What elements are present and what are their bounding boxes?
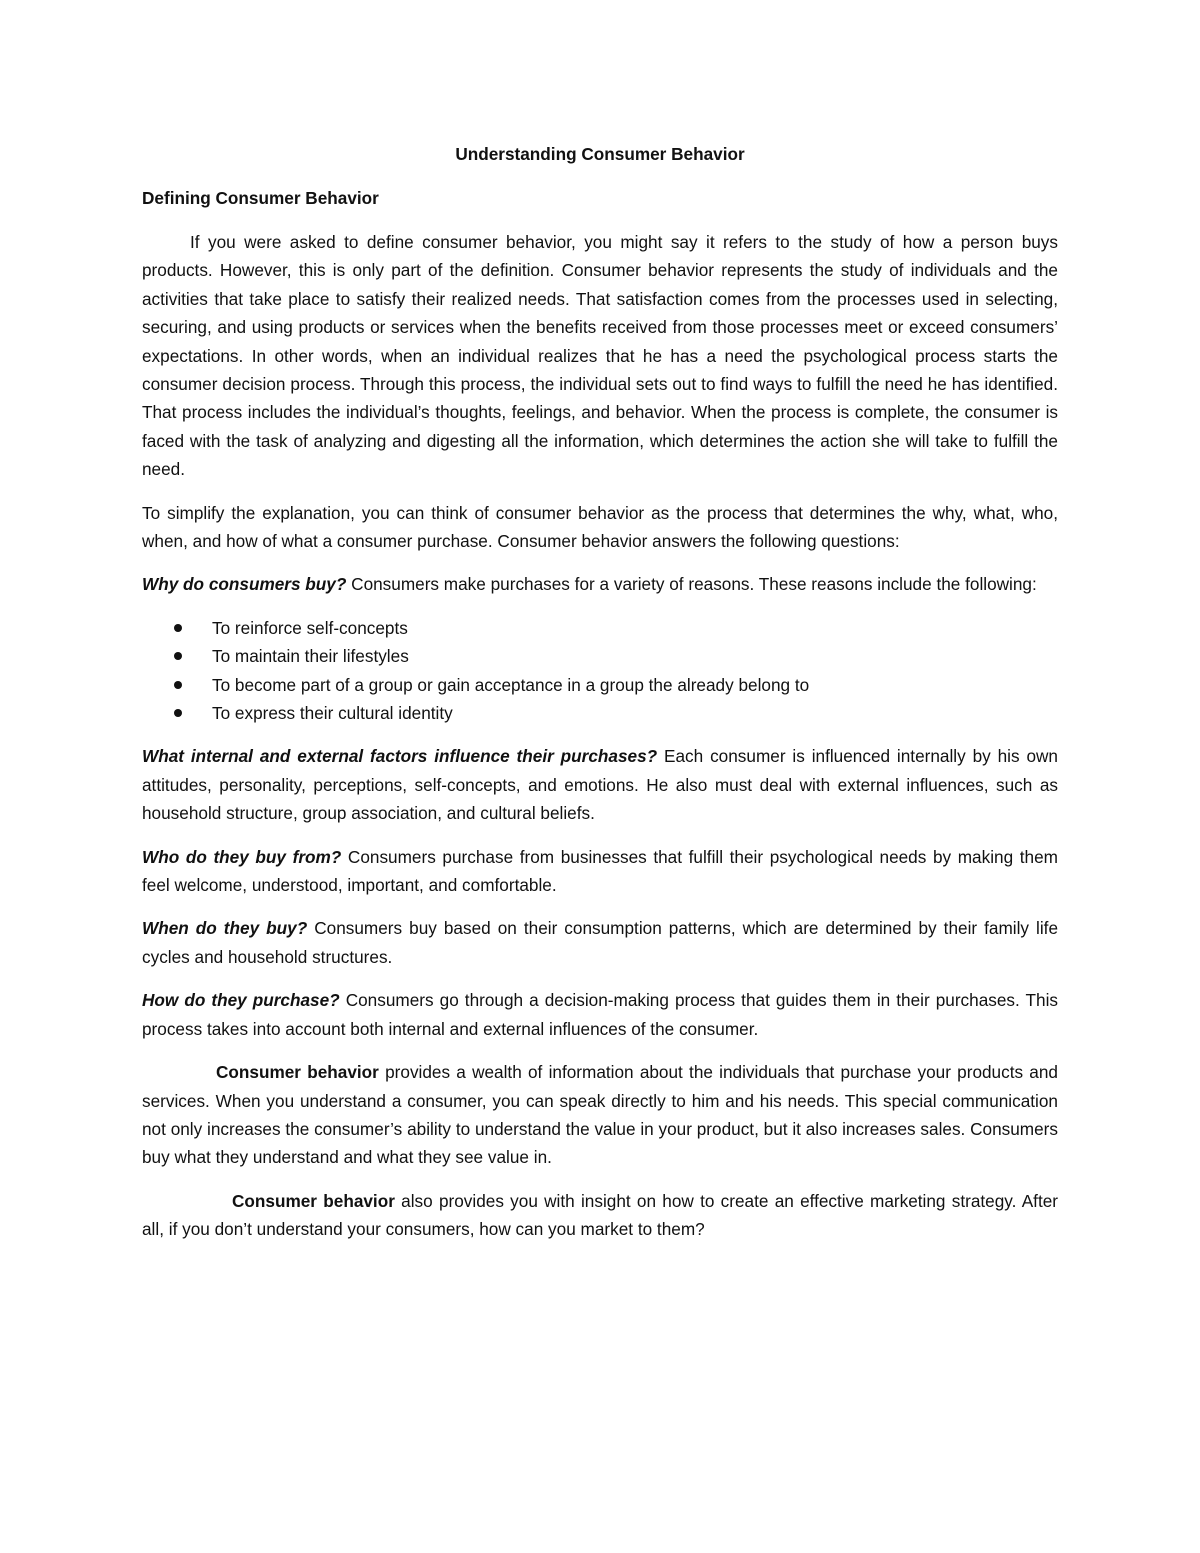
closing-2-text: also provides you with insight on how to create an effective marketing strategy. After all, if you don’t understand your consumers, how can you market to them? bbox=[142, 1190, 1058, 1240]
question-who-paragraph bbox=[142, 843, 1058, 900]
list-item-text: To reinforce self-concepts bbox=[212, 617, 408, 638]
closing-paragraph-2 bbox=[142, 1187, 1058, 1244]
list-item-text: To become part of a group or gain acceptance in a group the already belong to bbox=[212, 674, 810, 695]
bullet-icon bbox=[174, 681, 182, 689]
question-when-paragraph bbox=[142, 914, 1058, 971]
question-why-paragraph bbox=[142, 570, 1058, 598]
closing-2-lead: Consumer behavior bbox=[232, 1190, 395, 1211]
bullet-icon bbox=[174, 624, 182, 632]
list-item bbox=[142, 699, 1058, 727]
question-why-label: Why do consumers buy? bbox=[142, 574, 347, 595]
closing-1-text: provides a wealth of information about the individuals that purchase your products and services. When you understand a consumer, you can speak directly to him and his needs. This special communication not only increases the consumer’s ability to understand the value in your product, but it also increases sales. Consumers buy what they understand and what they see value in. bbox=[142, 1062, 1058, 1168]
section-heading: Defining Consumer Behavior bbox=[142, 188, 379, 208]
question-when-label: When do they buy? bbox=[142, 918, 308, 939]
closing-paragraph-1 bbox=[142, 1058, 1058, 1172]
question-how-label: How do they purchase? bbox=[142, 990, 340, 1011]
question-factors-paragraph bbox=[142, 742, 1058, 827]
bullet-icon bbox=[174, 652, 182, 660]
list-item bbox=[142, 642, 1058, 670]
simplify-paragraph: To simplify the explanation, you can think of consumer behavior as the process that determines the why, what, who, when, and how of what a consumer purchase. Consumer behavior answers the following questions: bbox=[142, 502, 1058, 552]
list-item-text: To express their cultural identity bbox=[212, 703, 453, 724]
intro-paragraph: If you were asked to define consumer behavior, you might say it refers to the study of how a person buys products. However, this is only part of the definition. Consumer behavior represents the study of individuals and the activities that take place to satisfy their realized needs. That satisfaction comes from the processes used in selecting, securing, and using products or services when the benefits received from those processes meet or exceed consumers’ expectations. In other words, when an individual realizes that he has a need the psychological process starts the consumer decision process. Through this process, the individual sets out to find ways to fulfill the need he has identified. That process includes the individual’s thoughts, feelings, and behavior. When the process is complete, the consumer is faced with the task of analyzing and digesting all the information, which determines the action she will take to fulfill the need. bbox=[142, 232, 1058, 480]
question-why-answer: Consumers make purchases for a variety of reasons. These reasons include the following: bbox=[346, 574, 1037, 595]
list-item-text: To maintain their lifestyles bbox=[212, 646, 409, 667]
closing-1-lead: Consumer behavior bbox=[216, 1062, 379, 1083]
question-factors-label: What internal and external factors influence their purchases? bbox=[142, 746, 658, 767]
question-how-answer: Consumers go through a decision-making process that guides them in their purchases. This process takes into account both internal and external influences of the consumer. bbox=[142, 990, 1058, 1039]
question-who-label: Who do they buy from? bbox=[142, 846, 342, 867]
list-item bbox=[142, 614, 1058, 642]
bullet-icon bbox=[174, 709, 182, 717]
question-who-answer: Consumers purchase from businesses that fulfill their psychological needs by making them feel welcome, understood, important, and comfortable. bbox=[142, 846, 1058, 896]
document-page bbox=[142, 140, 1058, 1259]
document-title: Understanding Consumer Behavior bbox=[455, 144, 745, 164]
list-item bbox=[142, 671, 1058, 699]
question-when-answer: Consumers buy based on their consumption patterns, which are determined by their family life cycles and household structures. bbox=[142, 918, 1058, 967]
reasons-list bbox=[142, 614, 1058, 728]
question-factors-answer: Each consumer is influenced internally by his own attitudes, personality, perceptions, self-concepts, and emotions. He also must deal with external influences, such as household structure, group association, and cultural beliefs. bbox=[142, 746, 1058, 824]
question-how-paragraph bbox=[142, 986, 1058, 1043]
